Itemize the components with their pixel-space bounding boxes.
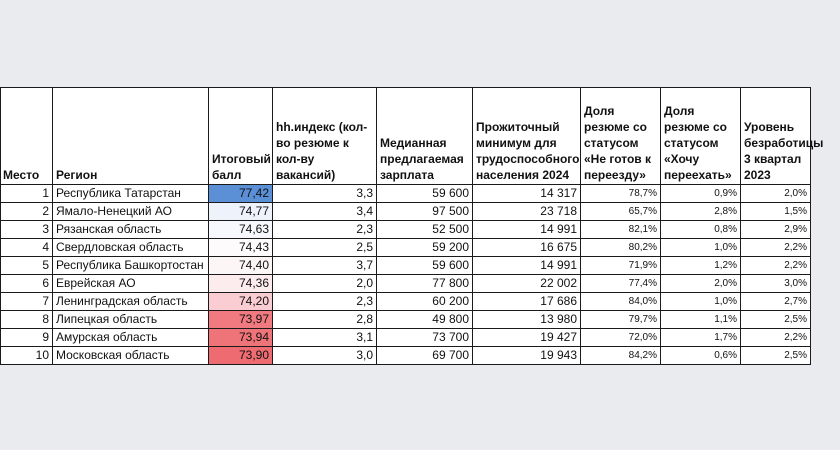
cell-score: 74,20 xyxy=(209,293,273,311)
table-row xyxy=(1,185,811,203)
header-not-ready: Доля резюме со статусом «Не готов к переезду» xyxy=(581,88,661,185)
cell-subsistence: 19 943 xyxy=(473,347,581,365)
cell-subsistence: 14 991 xyxy=(473,257,581,275)
cell-want-move: 2,8% xyxy=(661,203,741,221)
cell-subsistence: 17 686 xyxy=(473,293,581,311)
cell-score: 74,63 xyxy=(209,221,273,239)
cell-region: Ленинградская область xyxy=(53,293,209,311)
cell-salary: 52 500 xyxy=(377,221,473,239)
cell-hh-index: 2,5 xyxy=(273,239,377,257)
cell-region: Московская область xyxy=(53,347,209,365)
cell-subsistence: 14 991 xyxy=(473,221,581,239)
ranking-table xyxy=(0,87,824,365)
cell-hh-index: 2,3 xyxy=(273,221,377,239)
cell-subsistence: 13 980 xyxy=(473,311,581,329)
header-score: Итоговый балл xyxy=(209,88,273,185)
cell-salary: 59 600 xyxy=(377,185,473,203)
cell-not-ready: 80,2% xyxy=(581,239,661,257)
header-region: Регион xyxy=(53,88,209,185)
cell-salary: 59 200 xyxy=(377,239,473,257)
cell-subsistence: 14 317 xyxy=(473,185,581,203)
header-hh-index: hh.индекс (кол-во резюме к кол-ву вакансий) xyxy=(273,88,377,185)
cell-not-ready: 65,7% xyxy=(581,203,661,221)
cell-salary: 49 800 xyxy=(377,311,473,329)
cell-subsistence: 23 718 xyxy=(473,203,581,221)
cell-not-ready: 82,1% xyxy=(581,221,661,239)
spreadsheet xyxy=(0,87,824,364)
cell-want-move: 1,0% xyxy=(661,239,741,257)
cell-want-move: 2,0% xyxy=(661,275,741,293)
cell-salary: 69 700 xyxy=(377,347,473,365)
table-row xyxy=(1,257,811,275)
table-row xyxy=(1,203,811,221)
cell-score: 73,97 xyxy=(209,311,273,329)
cell-score: 74,43 xyxy=(209,239,273,257)
table-row xyxy=(1,329,811,347)
cell-place: 7 xyxy=(1,293,53,311)
header-place: Место xyxy=(1,88,53,185)
cell-place: 3 xyxy=(1,221,53,239)
cell-hh-index: 2,3 xyxy=(273,293,377,311)
cell-salary: 60 200 xyxy=(377,293,473,311)
cell-unemployment: 2,5% xyxy=(741,347,811,365)
cell-subsistence: 22 002 xyxy=(473,275,581,293)
cell-unemployment: 1,5% xyxy=(741,203,811,221)
cell-subsistence: 16 675 xyxy=(473,239,581,257)
cell-place: 10 xyxy=(1,347,53,365)
cell-score: 74,40 xyxy=(209,257,273,275)
cell-not-ready: 72,0% xyxy=(581,329,661,347)
cell-not-ready: 84,0% xyxy=(581,293,661,311)
cell-unemployment: 2,7% xyxy=(741,293,811,311)
header-row xyxy=(1,88,811,185)
cell-hh-index: 3,0 xyxy=(273,347,377,365)
cell-not-ready: 77,4% xyxy=(581,275,661,293)
cell-hh-index: 3,3 xyxy=(273,185,377,203)
cell-not-ready: 84,2% xyxy=(581,347,661,365)
cell-salary: 73 700 xyxy=(377,329,473,347)
cell-hh-index: 3,4 xyxy=(273,203,377,221)
cell-region: Республика Башкортостан xyxy=(53,257,209,275)
cell-place: 8 xyxy=(1,311,53,329)
cell-unemployment: 3,0% xyxy=(741,275,811,293)
table-row xyxy=(1,311,811,329)
cell-hh-index: 2,0 xyxy=(273,275,377,293)
header-subsistence: Прожиточный минимум для трудоспособного населения 2024 xyxy=(473,88,581,185)
cell-not-ready: 78,7% xyxy=(581,185,661,203)
cell-score: 73,94 xyxy=(209,329,273,347)
cell-region: Рязанская область xyxy=(53,221,209,239)
cell-salary: 77 800 xyxy=(377,275,473,293)
cell-score: 77,42 xyxy=(209,185,273,203)
cell-unemployment: 2,9% xyxy=(741,221,811,239)
table-row xyxy=(1,275,811,293)
header-want-move: Доля резюме со статусом «Хочу переехать» xyxy=(661,88,741,185)
cell-want-move: 1,1% xyxy=(661,311,741,329)
cell-salary: 97 500 xyxy=(377,203,473,221)
cell-region: Свердловская область xyxy=(53,239,209,257)
cell-place: 1 xyxy=(1,185,53,203)
cell-salary: 59 600 xyxy=(377,257,473,275)
cell-hh-index: 3,1 xyxy=(273,329,377,347)
cell-not-ready: 71,9% xyxy=(581,257,661,275)
cell-place: 2 xyxy=(1,203,53,221)
cell-score: 73,90 xyxy=(209,347,273,365)
cell-hh-index: 3,7 xyxy=(273,257,377,275)
table-row xyxy=(1,221,811,239)
cell-place: 5 xyxy=(1,257,53,275)
cell-score: 74,77 xyxy=(209,203,273,221)
cell-score: 74,36 xyxy=(209,275,273,293)
cell-want-move: 0,9% xyxy=(661,185,741,203)
cell-unemployment: 2,5% xyxy=(741,311,811,329)
cell-unemployment: 2,0% xyxy=(741,185,811,203)
header-unemployment: Уровень безработицы 3 квартал 2023 xyxy=(741,88,811,185)
cell-place: 4 xyxy=(1,239,53,257)
cell-region: Липецкая область xyxy=(53,311,209,329)
cell-hh-index: 2,8 xyxy=(273,311,377,329)
cell-region: Ямало-Ненецкий АО xyxy=(53,203,209,221)
table-row xyxy=(1,239,811,257)
cell-want-move: 1,7% xyxy=(661,329,741,347)
cell-want-move: 1,0% xyxy=(661,293,741,311)
cell-place: 9 xyxy=(1,329,53,347)
cell-region: Республика Татарстан xyxy=(53,185,209,203)
cell-unemployment: 2,2% xyxy=(741,239,811,257)
table-row xyxy=(1,293,811,311)
cell-not-ready: 79,7% xyxy=(581,311,661,329)
cell-unemployment: 2,2% xyxy=(741,329,811,347)
cell-unemployment: 2,2% xyxy=(741,257,811,275)
cell-region: Еврейская АО xyxy=(53,275,209,293)
cell-subsistence: 19 427 xyxy=(473,329,581,347)
cell-place: 6 xyxy=(1,275,53,293)
header-salary: Медианная предлагаемая зарплата xyxy=(377,88,473,185)
cell-want-move: 0,6% xyxy=(661,347,741,365)
table-row xyxy=(1,347,811,365)
cell-want-move: 1,2% xyxy=(661,257,741,275)
cell-want-move: 0,8% xyxy=(661,221,741,239)
cell-region: Амурская область xyxy=(53,329,209,347)
